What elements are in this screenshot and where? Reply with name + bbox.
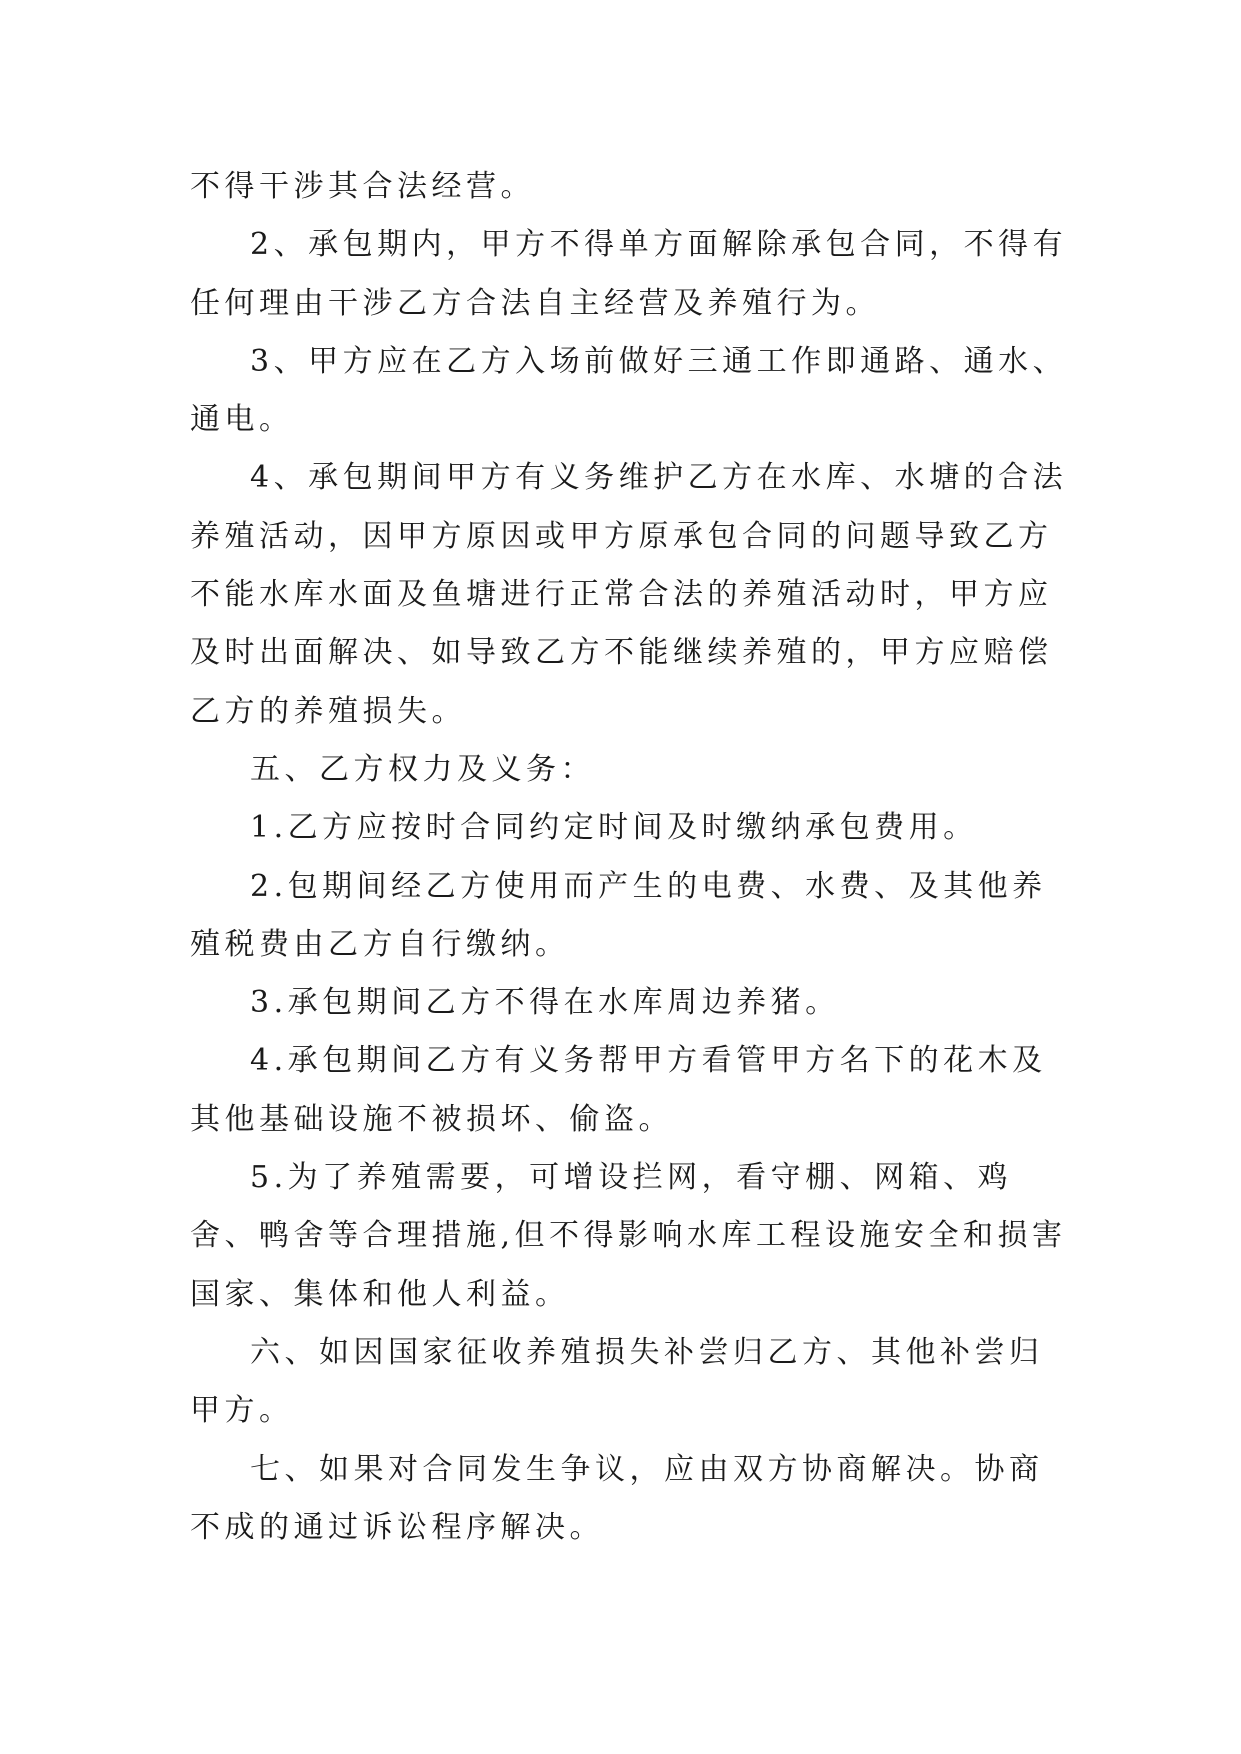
item-5-3-no-pigs: 3.承包期间乙方不得在水库周边养猪。 bbox=[250, 985, 840, 1021]
item-5-2-utility-fees: 2.包期间经乙方使用而产生的电费、水费、及其他养殖税费由乙方自行缴纳。 bbox=[190, 868, 1047, 962]
item-5-4-guard-property: 4.承包期间乙方有义务帮甲方看管甲方名下的花木及其他基础设施不被损坏、偷盗。 bbox=[190, 1043, 1047, 1137]
section-7-disputes: 七、如果对合同发生争议，应由双方协商解决。协商不成的通过诉讼程序解决。 bbox=[190, 1451, 1044, 1545]
clause-3-three-connections: 3、甲方应在乙方入场前做好三通工作即通路、通水、通电。 bbox=[190, 343, 1068, 438]
item-5-5-facilities: 5.为了养殖需要，可增设拦网，看守棚、网箱、鸡舍、鸭舍等合理措施,但不得影响水库工程设施安全和损害国家、集体和他人利益。 bbox=[190, 1160, 1067, 1312]
document-body bbox=[190, 158, 1070, 1557]
clause-2-no-unilateral-termination: 2、承包期内，甲方不得单方面解除承包合同，不得有任何理由干涉乙方合法自主经营及养殖行为。 bbox=[190, 227, 1068, 321]
section-5-heading: 五、乙方权力及义务： bbox=[250, 751, 595, 787]
clause-4-protect-breeding: 4、承包期间甲方有义务维护乙方在水库、水塘的合法养殖活动，因甲方原因或甲方原承包合同的问题导致乙方不能水库水面及鱼塘进行正常合法的养殖活动时，甲方应及时出面解决、如导致乙方不能继续养殖的，甲方应赔偿乙方的养殖损失。 bbox=[190, 460, 1068, 729]
section-6-compensation: 六、如因国家征收养殖损失补尝归乙方、其他补尝归甲方。 bbox=[190, 1334, 1044, 1429]
paragraph-continuation: 不得干涉其合法经营。 bbox=[190, 169, 535, 204]
item-5-1-pay-fees: 1.乙方应按时合同约定时间及时缴纳承包费用。 bbox=[250, 810, 978, 846]
